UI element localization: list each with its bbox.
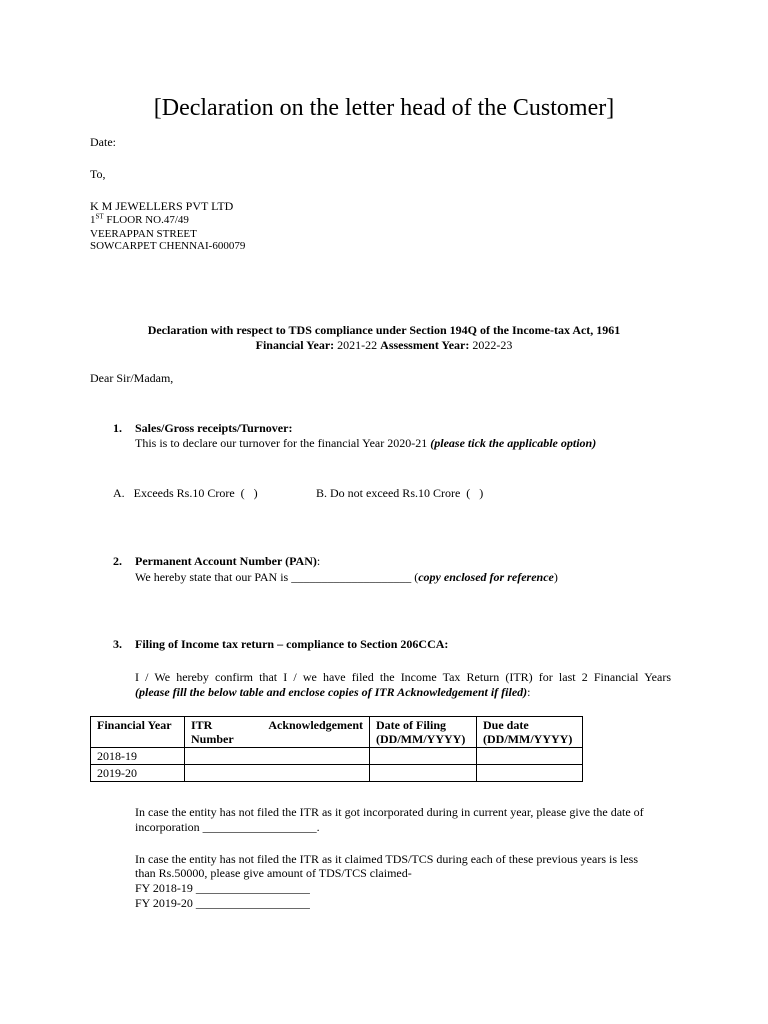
ay-value: 2022-23	[469, 338, 513, 352]
header-date-label: Date of Filing	[376, 718, 446, 732]
to-label: To,	[90, 167, 106, 181]
header-acknowledgement: Acknowledgement	[268, 718, 363, 732]
section3-number: 3.	[113, 637, 122, 651]
ay-label: Assessment Year:	[380, 338, 470, 352]
addressee-city: SOWCARPET CHENNAI-600079	[90, 240, 246, 252]
section3-para1-note: (please fill the below table and enclose copies of ITR Acknowledgement if filed)	[135, 685, 528, 699]
table-row	[91, 765, 583, 782]
pan-statement: We hereby state that our PAN is ____________________ (	[135, 570, 419, 584]
date-label: Date:	[90, 135, 116, 149]
header-due-format: (DD/MM/YYYY)	[483, 732, 573, 746]
header-due-label: Due date	[483, 718, 529, 732]
section2-text	[135, 570, 558, 584]
header-itr: ITR	[191, 718, 213, 732]
section1-body: This is to declare our turnover for the financial Year 2020-21	[135, 436, 431, 450]
section1-text	[135, 436, 596, 450]
pan-note: copy enclosed for reference	[418, 570, 554, 584]
pan-close: )	[553, 570, 558, 584]
subject-line-1: Declaration with respect to TDS compliance under Section 194Q of the Income-tax Act, 1961	[147, 323, 621, 337]
floor-number: 1	[90, 214, 96, 226]
section2-heading-line	[135, 554, 320, 568]
section1-note: (please tick the applicable option)	[430, 436, 597, 450]
addressee-company: K M JEWELLERS PVT LTD	[90, 199, 234, 213]
section3-para3-line1: In case the entity has not filed the ITR as it claimed TDS/TCS during each of these previous years is less	[135, 852, 638, 866]
header-due-date	[477, 717, 583, 748]
section3-para1-end: :	[527, 685, 531, 699]
addressee-street: VEERAPPAN STREET	[90, 228, 197, 240]
fy-2019-20-blank: FY 2019-20 ___________________	[135, 896, 310, 910]
header-financial-year: Financial Year	[91, 717, 185, 748]
section3-para2-line2: incorporation ___________________.	[135, 820, 320, 834]
floor-superscript: ST	[95, 212, 104, 221]
fy-value: 2021-22	[334, 338, 381, 352]
section3-para3-line2: than Rs.50000, please give amount of TDS/TCS claimed-	[135, 866, 412, 880]
row-due-date[interactable]	[477, 748, 583, 765]
header-date-format: (DD/MM/YYYY)	[376, 732, 466, 746]
subject-line-2	[0, 338, 768, 352]
header-number: Number	[191, 732, 234, 746]
row-financial-year: 2019-20	[91, 765, 185, 782]
section3-para1-note-line	[135, 685, 531, 699]
section3-para1: I / We hereby confirm that I / we have filed the Income Tax Return (ITR) for last 2 Financial Years	[135, 670, 671, 684]
row-itr-number[interactable]	[185, 748, 370, 765]
section3-para2-line1: In case the entity has not filed the ITR as it got incorporated during in current year, please give the date of	[135, 805, 644, 819]
itr-ack-line	[191, 718, 363, 732]
fy-2018-19-blank: FY 2018-19 ___________________	[135, 881, 310, 895]
itr-table	[90, 716, 583, 782]
page-title: [Declaration on the letter head of the Customer]	[153, 95, 615, 121]
addressee-floor	[90, 214, 189, 226]
row-date-of-filing[interactable]	[370, 765, 477, 782]
row-financial-year: 2018-19	[91, 748, 185, 765]
salutation: Dear Sir/Madam,	[90, 371, 174, 385]
option-a: A. Exceeds Rs.10 Crore ( )	[113, 486, 258, 500]
section2-colon: :	[316, 554, 321, 568]
floor-rest: FLOOR NO.47/49	[103, 214, 189, 226]
row-due-date[interactable]	[477, 765, 583, 782]
header-date-of-filing	[370, 717, 477, 748]
section2-number: 2.	[113, 554, 122, 568]
section1-heading: Sales/Gross receipts/Turnover:	[135, 421, 293, 435]
fy-label: Financial Year:	[255, 338, 335, 352]
itr-table-header	[91, 717, 583, 748]
option-b: B. Do not exceed Rs.10 Crore ( )	[316, 486, 484, 500]
row-itr-number[interactable]	[185, 765, 370, 782]
table-row	[91, 748, 583, 765]
row-date-of-filing[interactable]	[370, 748, 477, 765]
section1-number: 1.	[113, 421, 122, 435]
section2-heading: Permanent Account Number (PAN)	[135, 554, 317, 568]
header-itr-ack	[185, 717, 370, 748]
section3-heading: Filing of Income tax return – compliance to Section 206CCA:	[135, 637, 449, 651]
